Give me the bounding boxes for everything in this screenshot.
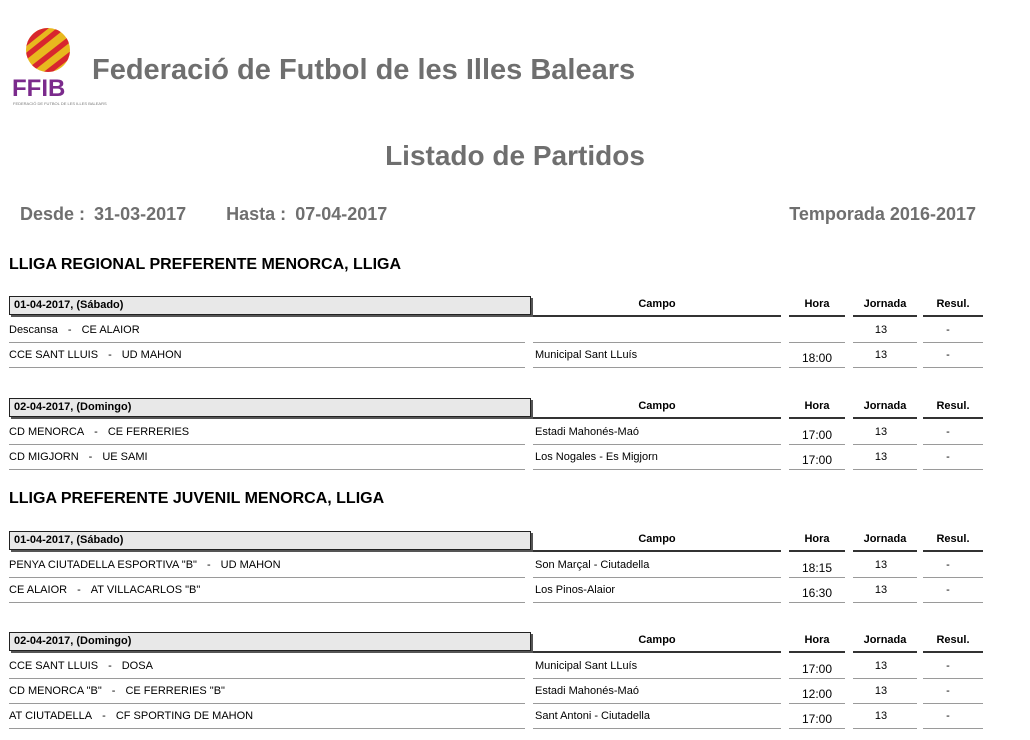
col-resul: Resul. <box>923 297 983 317</box>
away-team: AT VILLACARLOS "B" <box>90 584 201 596</box>
match-teams: CCE SANT LLUIS - UD MAHON <box>9 349 182 361</box>
season-label: Temporada 2016-2017 <box>789 204 976 224</box>
match-jornada: 13 <box>874 559 888 571</box>
match-campo: Municipal Sant LLuís <box>535 660 638 672</box>
away-team: UD MAHON <box>220 559 281 571</box>
day-block <box>0 396 1000 470</box>
away-team: CE FERRERIES <box>107 426 190 438</box>
match-campo: Sant Antoni - Ciutadella <box>535 710 650 722</box>
match-resul: - <box>946 324 950 336</box>
league-title: LLIGA PREFERENTE JUVENIL MENORCA, LLIGA <box>9 490 385 507</box>
col-campo: Campo <box>533 532 781 552</box>
desde-value: 31-03-2017 <box>94 204 187 224</box>
home-team: CCE SANT LLUIS <box>9 660 99 672</box>
day-header <box>0 529 1000 553</box>
match-resul: - <box>946 349 950 361</box>
match-jornada: 13 <box>874 451 888 463</box>
away-team: UD MAHON <box>121 349 182 361</box>
match-resul: - <box>946 710 950 722</box>
col-jornada: Jornada <box>853 532 917 552</box>
day-block <box>0 294 1000 368</box>
match-jornada: 13 <box>874 584 888 596</box>
match-hora: 17:00 <box>801 428 833 442</box>
svg-text:FFIB: FFIB <box>12 75 66 102</box>
match-hora: 18:00 <box>801 351 833 365</box>
match-campo: Municipal Sant LLuís <box>535 349 638 361</box>
org-title: Federació de Futbol de les Illes Balears <box>92 54 636 86</box>
col-campo: Campo <box>533 633 781 653</box>
away-team: CF SPORTING DE MAHON <box>115 710 254 722</box>
match-row <box>0 578 1000 603</box>
match-row <box>0 420 1000 445</box>
day-header <box>0 294 1000 318</box>
match-hora: 18:15 <box>801 561 833 575</box>
col-jornada: Jornada <box>853 399 917 419</box>
match-campo: Estadi Mahonés-Maó <box>535 685 639 697</box>
match-jornada: 13 <box>874 685 888 697</box>
day-header <box>0 396 1000 420</box>
away-team: CE ALAIOR <box>81 324 140 336</box>
away-team: CE FERRERIES "B" <box>125 685 225 697</box>
day-block <box>0 529 1000 603</box>
match-hora: 17:00 <box>801 662 833 676</box>
match-teams: CE ALAIOR - AT VILLACARLOS "B" <box>9 584 201 596</box>
match-row <box>0 704 1000 729</box>
day-header <box>0 630 1000 654</box>
desde-label: Desde : <box>20 204 86 224</box>
match-jornada: 13 <box>874 324 888 336</box>
match-jornada: 13 <box>874 426 888 438</box>
match-teams: Descansa - CE ALAIOR <box>9 324 140 336</box>
away-team: DOSA <box>121 660 153 672</box>
home-team: PENYA CIUTADELLA ESPORTIVA "B" <box>9 559 197 571</box>
home-team: AT CIUTADELLA <box>9 710 93 722</box>
match-teams: AT CIUTADELLA - CF SPORTING DE MAHON <box>9 710 254 722</box>
match-hora: 17:00 <box>801 453 833 467</box>
match-jornada: 13 <box>874 349 888 361</box>
match-hora: 12:00 <box>801 687 833 701</box>
match-jornada: 13 <box>874 660 888 672</box>
col-hora: Hora <box>789 297 845 317</box>
col-hora: Hora <box>789 399 845 419</box>
match-teams: CCE SANT LLUIS - DOSA <box>9 660 153 672</box>
match-campo: Son Marçal - Ciutadella <box>535 559 650 571</box>
match-campo: Los Pinos-Alaior <box>535 584 616 596</box>
day-block <box>0 630 1000 729</box>
match-resul: - <box>946 660 950 672</box>
col-resul: Resul. <box>923 532 983 552</box>
col-hora: Hora <box>789 633 845 653</box>
match-jornada: 13 <box>874 710 888 722</box>
match-resul: - <box>946 685 950 697</box>
match-resul: - <box>946 584 950 596</box>
match-teams: CD MENORCA "B" - CE FERRERIES "B" <box>9 685 225 697</box>
match-row <box>0 318 1000 343</box>
match-hora: 16:30 <box>801 586 833 600</box>
match-row <box>0 654 1000 679</box>
match-campo: Los Nogales - Es Migjorn <box>535 451 658 463</box>
date-range <box>20 204 391 225</box>
match-teams: CD MIGJORN - UE SAMI <box>9 451 148 463</box>
col-jornada: Jornada <box>853 633 917 653</box>
page-title: Listado de Partidos <box>385 140 645 171</box>
home-team: CE ALAIOR <box>9 584 68 596</box>
col-resul: Resul. <box>923 399 983 419</box>
col-campo: Campo <box>533 399 781 419</box>
col-resul: Resul. <box>923 633 983 653</box>
match-row <box>0 343 1000 368</box>
match-date: 02-04-2017, (Domingo) <box>9 632 531 651</box>
ffib-logo <box>12 24 107 114</box>
hasta-value: 07-04-2017 <box>295 204 388 224</box>
home-team: CD MIGJORN <box>9 451 79 463</box>
home-team: Descansa <box>9 324 58 336</box>
col-hora: Hora <box>789 532 845 552</box>
home-team: CD MENORCA <box>9 426 85 438</box>
col-campo: Campo <box>533 297 781 317</box>
league-title: LLIGA REGIONAL PREFERENTE MENORCA, LLIGA <box>9 256 402 273</box>
match-resul: - <box>946 559 950 571</box>
match-row <box>0 553 1000 578</box>
match-resul: - <box>946 426 950 438</box>
col-jornada: Jornada <box>853 297 917 317</box>
hasta-label: Hasta : <box>226 204 287 224</box>
match-date: 02-04-2017, (Domingo) <box>9 398 531 417</box>
match-row <box>0 679 1000 704</box>
away-team: UE SAMI <box>102 451 148 463</box>
match-resul: - <box>946 451 950 463</box>
match-date: 01-04-2017, (Sábado) <box>9 531 531 550</box>
match-row <box>0 445 1000 470</box>
match-teams: PENYA CIUTADELLA ESPORTIVA "B" - UD MAHON <box>9 559 281 571</box>
match-teams: CD MENORCA - CE FERRERIES <box>9 426 190 438</box>
home-team: CCE SANT LLUIS <box>9 349 99 361</box>
home-team: CD MENORCA "B" <box>9 685 102 697</box>
match-date: 01-04-2017, (Sábado) <box>9 296 531 315</box>
ffib-ball-icon <box>12 24 107 114</box>
svg-text:FEDERACIÓ DE FUTBOL DE LES ILL: FEDERACIÓ DE FUTBOL DE LES ILLES BALEARS <box>13 101 107 106</box>
match-hora: 17:00 <box>801 712 833 726</box>
match-campo: Estadi Mahonés-Maó <box>535 426 639 438</box>
